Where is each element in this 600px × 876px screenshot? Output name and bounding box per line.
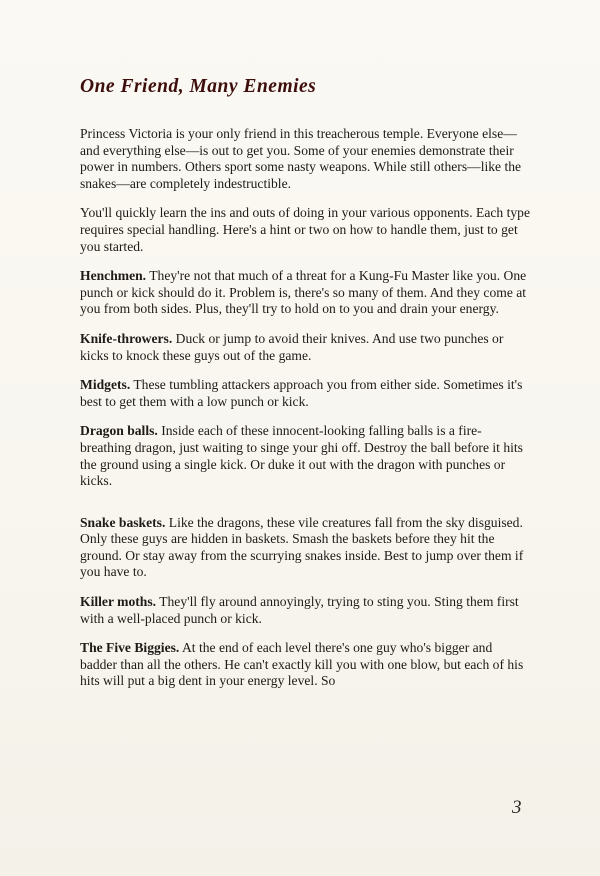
enemy-description: These tumbling attackers approach you from either side. Sometimes it's best to get them with a low punch or kick. [80,377,523,409]
enemy-description: Like the dragons, these vile creatures fall from the sky disguised. Only these guys are hidden in baskets. Smash the baskets before they hit the ground. Or stay away from the scurrying snakes inside. Best to jump over them if you have to. [80,514,524,580]
enemy-description: They'll fly around annoyingly, trying to sting you. Sting them first with a well-placed punch or kick. [80,594,519,626]
enemy-name: Henchmen. [80,268,147,284]
enemy-name: Midgets. [80,377,131,393]
enemy-description: Duck or jump to avoid their knives. And use two punches or kicks to knock these guys out of the game. [80,330,504,363]
enemy-name: Killer moths. [80,594,157,610]
enemy-henchmen [80,268,530,318]
enemy-killer-moths [80,594,530,627]
page-number: 3 [512,797,522,818]
enemy-name: Snake baskets. [80,514,166,530]
enemy-description: They're not that much of a threat for a Kung-Fu Master like you. One punch or kick should do it. Problem is, there's so many of them. And they come at you from both sides. Plus, they'll try to hold on to you and drain your energy. [80,268,527,317]
enemy-name: The Five Biggies. [80,640,180,656]
enemy-midgets [80,377,530,410]
intro-paragraph-1: Princess Victoria is your only friend in this treacherous temple. Everyone else—and everything else—is out to get you. Some of your enemies demonstrate their power in numbers. Others sport some nasty weapons. While still others—like the snakes—are completely indestructible. [80,126,522,191]
enemy-description: Inside each of these innocent-looking falling balls is a fire-breathing dragon, just waiting to singe your ghi off. Destroy the ball before it hits the ground using a single kick. Or duke it out with the dragon with punches or kicks. [80,423,523,489]
enemy-name: Dragon balls. [80,423,158,439]
section-title: One Friend, Many Enemies [80,76,317,97]
intro-paragraph-2: You'll quickly learn the ins and outs of doing in your various opponents. Each type requires special handling. Here's a hint or two on how to handle them, just to get you started. [80,205,530,254]
enemy-knife-throwers [80,331,530,364]
enemy-snake-baskets [80,515,530,581]
enemy-description: At the end of each level there's one guy who's bigger and badder than all the others. He can't exactly kill you with one blow, but each of his hits will put a big dent in your energy level. So [80,640,524,689]
page-content [80,74,530,703]
enemy-name: Knife-throwers. [80,330,173,346]
enemy-five-biggies [80,640,530,690]
enemy-dragon-balls [80,423,530,489]
